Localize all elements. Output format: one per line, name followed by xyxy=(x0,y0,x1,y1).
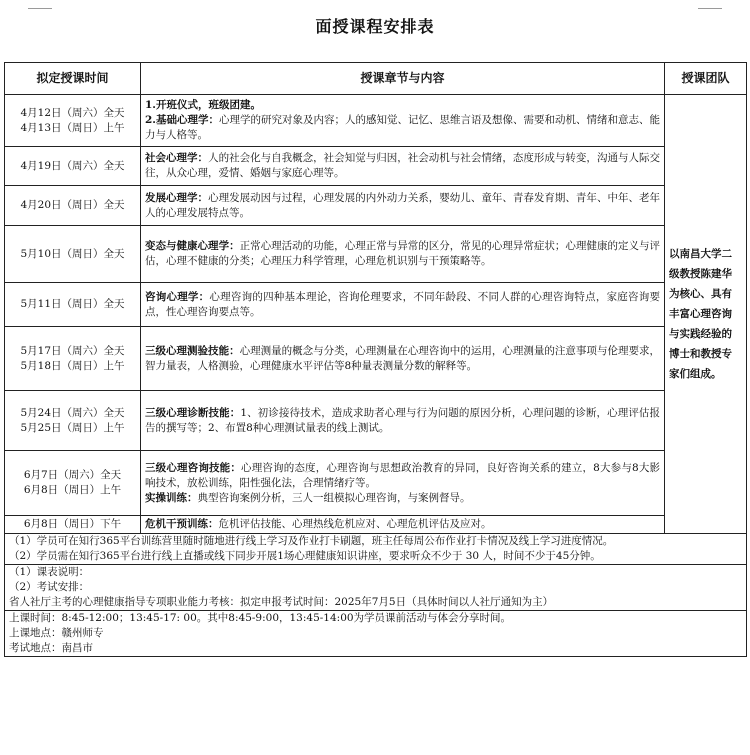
topic-description: 心理咨询的四种基本理论，咨询伦理要求，不同年龄段、不同人群的心理咨询特点，家庭咨询要点，性心理咨询要点等。 xyxy=(145,290,661,318)
content-paragraph xyxy=(145,191,660,221)
row-info-line: 上课地点：赣州师专 xyxy=(9,627,104,639)
session-time-line: 5月10日（周日）全天 xyxy=(20,247,125,260)
session-content xyxy=(141,516,665,534)
session-time-line: 4月19日（周六）全天 xyxy=(20,159,125,172)
topic-description: 心理咨询的态度，心理咨询与思想政治教育的异同，良好咨询关系的建立，8大参与8大影响技术，放松训练，阳性强化法，合理情绪疗等。 xyxy=(145,461,661,489)
content-paragraph xyxy=(145,290,660,320)
session-time xyxy=(5,451,141,516)
session-time xyxy=(5,226,141,283)
row-notes-line: （2）学员需在知行365平台进行线上直播或线下同步开展1场心理健康知识讲座，要求听众不少于 30 人，时间不少于45分钟。 xyxy=(9,550,601,562)
row-notes-cell xyxy=(5,534,747,565)
topic-heading: 2.基础心理学： xyxy=(145,114,219,126)
row-exam-line: 省人社厅主考的心理健康指导专项职业能力考核：拟定申报考试时间：2025年7月5日（具体时间以人社厅通知为主） xyxy=(9,596,554,608)
table-row xyxy=(5,327,747,391)
table-row xyxy=(5,95,747,147)
row-info-cell xyxy=(5,611,747,657)
table-row xyxy=(5,186,747,226)
topic-description: 1、初诊接待技术，造成求助者心理与行为问题的原因分析，心理问题的诊断，心理评估报告的撰写等；2、布置8种心理测试量表的线上测试。 xyxy=(145,406,660,434)
topic-heading: 变态与健康心理学： xyxy=(145,240,240,252)
page-title: 面授课程安排表 xyxy=(315,17,435,36)
session-time-line: 6月8日（周日）下午 xyxy=(23,518,122,530)
topic-heading: 发展心理学： xyxy=(145,191,209,204)
row-notes-line: （1）学员可在知行365平台训练营里随时随地进行线上学习及作业打卡刷题，班主任每周公布作业打卡情况及线上学习进度情况。 xyxy=(9,535,614,547)
schedule-table xyxy=(4,62,747,657)
topic-description: 心理发展动因与过程，心理发展的内外动力关系，婴幼儿、童年、青春发育期、青年、中年、老年人的心理发展特点等。 xyxy=(145,191,660,219)
content-paragraph xyxy=(145,461,660,491)
session-content xyxy=(141,95,665,147)
topic-description: 危机评估技能、心理热线危机应对、心理危机评估及应对。 xyxy=(218,518,492,530)
session-time xyxy=(5,327,141,391)
row-exam-cell xyxy=(5,565,747,611)
table-row xyxy=(5,283,747,327)
header-time: 拟定授课时间 xyxy=(5,63,141,95)
session-time-line: 4月20日（周日）全天 xyxy=(20,199,125,211)
topic-description: 典型咨询案例分析，三人一组模拟心理咨询，与案例督导。 xyxy=(197,491,471,504)
content-paragraph xyxy=(145,98,660,113)
row-exam-line: （2）考试安排： xyxy=(9,581,90,593)
table-row xyxy=(5,516,747,534)
content-paragraph xyxy=(145,344,660,374)
session-time-line: 6月8日（周日）上午 xyxy=(23,484,122,496)
header-team: 授课团队 xyxy=(665,63,747,95)
session-content xyxy=(141,451,665,516)
table-row xyxy=(5,391,747,451)
topic-description: 心理测量的概念与分类，心理测量在心理咨询中的运用，心理测量的注意事项与伦理要求，智力量表，人格测验，心理健康水平评估等8种量表测量分数的解释等。 xyxy=(145,344,660,372)
topic-heading: 三级心理测验技能： xyxy=(145,344,240,357)
row-notes xyxy=(5,534,747,565)
session-content xyxy=(141,391,665,451)
topic-description: 心理学的研究对象及内容；人的感知觉、记忆、思维言语及想像、需要和动机、情绪和意志、能力与人格等。 xyxy=(145,114,660,141)
session-time xyxy=(5,147,141,186)
session-time-line: 6月7日（周六）全天 xyxy=(23,469,122,481)
session-time-line: 5月24日（周六）全天 xyxy=(20,406,125,419)
table-header-row xyxy=(5,63,747,95)
row-exam-line: （1）课表说明： xyxy=(9,566,90,578)
topic-description: 人的社会化与自我概念，社会知觉与归因，社会动机与社会情绪，态度形成与转变，沟通与人际交往，从众心理，爱情、婚姻与家庭心理等。 xyxy=(145,152,660,179)
content-paragraph xyxy=(145,151,660,181)
topic-heading: 1.开班仪式，班级团建。 xyxy=(145,99,261,111)
topic-heading: 咨询心理学： xyxy=(145,290,210,303)
content-paragraph xyxy=(145,517,660,532)
topic-description: 正常心理活动的功能，心理正常与异常的区分，常见的心理异常症状；心理健康的定义与评估，心理不健康的分类；心理压力科学管理，心理危机识别与干预策略等。 xyxy=(145,240,660,267)
topic-heading: 社会心理学： xyxy=(145,152,209,164)
content-paragraph xyxy=(145,113,660,143)
session-time xyxy=(5,186,141,226)
header-content: 授课章节与内容 xyxy=(141,63,665,95)
row-info-line: 考试地点：南昌市 xyxy=(9,642,93,654)
session-time-line: 5月17日（周六）全天 xyxy=(20,344,125,357)
session-time xyxy=(5,391,141,451)
session-time-line: 5月25日（周日）上午 xyxy=(20,421,125,434)
table-row xyxy=(5,147,747,186)
content-paragraph xyxy=(145,406,660,436)
session-content xyxy=(141,226,665,283)
session-content xyxy=(141,147,665,186)
session-content xyxy=(141,283,665,327)
topic-heading: 三级心理咨询技能： xyxy=(145,461,242,474)
row-info xyxy=(5,611,747,657)
topic-heading: 三级心理诊断技能： xyxy=(145,406,241,419)
page-corner-mark xyxy=(28,8,52,9)
teaching-team: 以南昌大学二级教授陈建华为核心、具有丰富心理咨询与实践经验的博士和教授专家们组成。 xyxy=(665,95,747,534)
table-row xyxy=(5,226,747,283)
session-content xyxy=(141,327,665,391)
topic-heading: 危机干预训练： xyxy=(145,518,219,530)
session-time-line: 5月18日（周日）上午 xyxy=(20,359,125,372)
session-time xyxy=(5,516,141,534)
session-content xyxy=(141,186,665,226)
topic-heading: 实操训练： xyxy=(145,491,198,504)
row-exam xyxy=(5,565,747,611)
page-corner-mark xyxy=(698,8,722,9)
table-row xyxy=(5,451,747,516)
session-time xyxy=(5,283,141,327)
session-time-line: 4月13日（周日）上午 xyxy=(20,121,125,134)
content-paragraph xyxy=(145,491,660,506)
row-info-line: 上课时间：8:45-12:00；13:45-17: 00。其中8:45-9:00，13:45-14:00为学员课前活动与体会分享时间。 xyxy=(9,612,512,624)
session-time-line: 4月12日（周六）全天 xyxy=(20,106,125,119)
session-time xyxy=(5,95,141,147)
content-paragraph xyxy=(145,239,660,269)
session-time-line: 5月11日（周日）全天 xyxy=(20,298,125,310)
schedule-sheet xyxy=(4,62,746,657)
